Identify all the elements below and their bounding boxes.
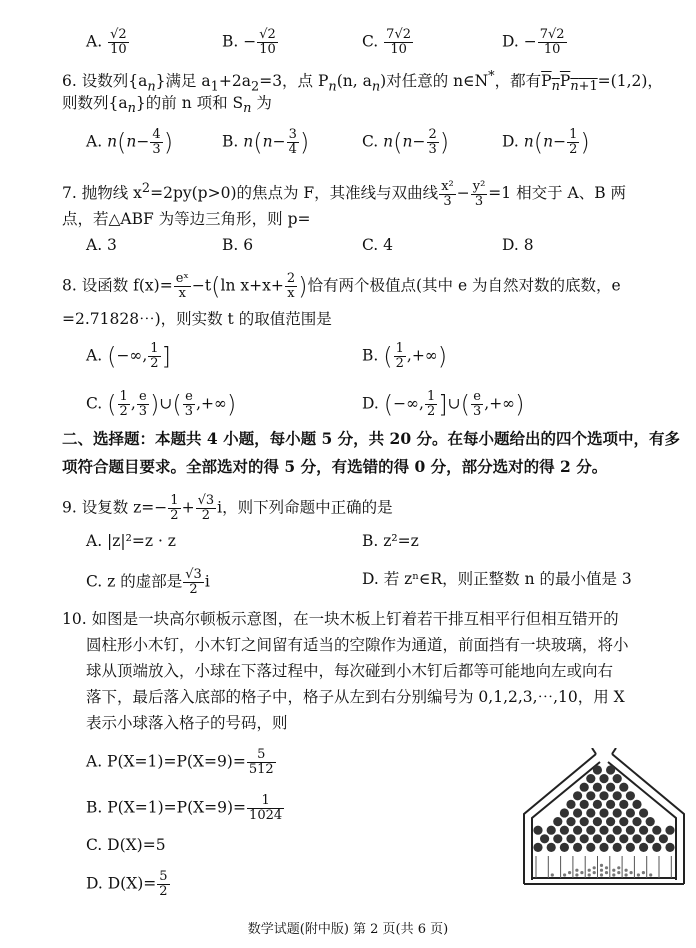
peg <box>619 800 628 809</box>
peg <box>586 843 595 852</box>
peg <box>613 774 622 783</box>
galton-board-illustration <box>522 748 686 886</box>
peg <box>619 783 628 792</box>
peg <box>580 817 589 826</box>
peg <box>580 783 589 792</box>
q10-option-d: D. D(X)= $\frac{5}{2}$ <box>86 869 168 899</box>
peg <box>599 808 608 817</box>
peg <box>632 817 641 826</box>
peg <box>646 834 655 843</box>
vector-pn-pn1: $P_nP_{n+1}$ <box>541 72 598 95</box>
peg <box>626 826 635 835</box>
q6-option-b: B. n(n− $\frac{3}{4}$ ) <box>222 127 310 157</box>
ball <box>568 871 571 874</box>
ball <box>593 871 596 874</box>
ball <box>580 871 583 874</box>
peg <box>593 800 602 809</box>
peg <box>626 808 635 817</box>
ball <box>649 873 652 876</box>
q9-stem: 9. 设复数 z=− $\frac{1}{2}$ + $\frac{√3}{2}$ i，则下列命题中正确的是 <box>62 493 393 523</box>
q8-option-c: C. ( $\frac{1}{2}$ , $\frac{e}{3}$ )∪( $\frac{e}{3}$ ,+∞) <box>86 389 237 419</box>
peg <box>533 826 542 835</box>
peg <box>573 791 582 800</box>
ball <box>625 869 628 872</box>
page-footer: 数学试题(附中版) 第 2 页(共 6 页) <box>247 922 449 937</box>
q9-option-a: A. |z|²=z · z <box>86 532 176 550</box>
peg <box>639 843 648 852</box>
peg <box>619 834 628 843</box>
peg <box>540 834 549 843</box>
ball <box>575 873 578 876</box>
peg <box>626 791 635 800</box>
peg <box>613 791 622 800</box>
peg <box>566 817 575 826</box>
peg <box>639 808 648 817</box>
ball <box>612 873 615 876</box>
ball <box>642 871 645 874</box>
q8-option-d: D. (−∞, $\frac{1}{2}$ ]∪( $\frac{e}{3}$ ,+∞) <box>362 389 525 419</box>
peg <box>533 843 542 852</box>
peg <box>652 843 661 852</box>
ball <box>600 869 603 872</box>
q5-option-b: B. − $\frac{√2}{10}$ <box>222 27 276 57</box>
q7-stem-line-2: 点，若△ABF 为等边三角形，则 p= <box>62 210 311 228</box>
ball <box>630 871 633 874</box>
ball <box>617 866 620 869</box>
q5-option-d: D. − $\frac{7√2}{10}$ <box>502 27 565 57</box>
q5-option-c: C. $\frac{7√2}{10}$ <box>362 27 411 57</box>
ball <box>588 869 591 872</box>
collected-balls <box>551 864 653 877</box>
q10-option-c: C. D(X)=5 <box>86 836 166 854</box>
q5-option-a: A. $\frac{√2}{10}$ <box>86 27 127 57</box>
peg <box>599 774 608 783</box>
section-2-heading-line-1: 二、选择题：本题共 4 小题，每小题 5 分，共 20 分。在每小题给出的四个选项中，有多 <box>62 429 681 448</box>
peg <box>580 834 589 843</box>
ball <box>612 869 615 872</box>
peg <box>606 765 615 774</box>
ball <box>551 873 554 876</box>
peg <box>599 843 608 852</box>
ball <box>605 866 608 869</box>
peg <box>606 800 615 809</box>
q10-stem-line-2: 圆柱形小木钉，小木钉之间留有适当的空隙作为通道，前面挡有一块玻璃，将小 <box>86 636 629 654</box>
peg <box>599 826 608 835</box>
peg <box>593 817 602 826</box>
ball <box>588 873 591 876</box>
q7-option-a: A. 3 <box>86 236 117 254</box>
q7-option-b: B. 6 <box>222 236 254 254</box>
peg <box>613 808 622 817</box>
q9-option-b: B. z²=z <box>362 532 419 550</box>
peg <box>573 826 582 835</box>
peg <box>665 843 674 852</box>
peg <box>646 817 655 826</box>
ball <box>593 866 596 869</box>
peg <box>586 808 595 817</box>
peg <box>599 791 608 800</box>
peg <box>586 826 595 835</box>
ball <box>600 873 603 876</box>
q10-stem-line-3: 球从顶端放入，小球在下落过程中，每次碰到小木钉后都等可能地向左或向右 <box>86 662 614 680</box>
peg <box>652 826 661 835</box>
q10-stem-line-4: 落下，最后落入底部的格子中，格子从左到右分别编号为 0,1,2,3,⋯,10，用 X <box>86 688 625 706</box>
peg <box>606 783 615 792</box>
q7-option-d: D. 8 <box>502 236 534 254</box>
ball <box>617 871 620 874</box>
ball <box>605 871 608 874</box>
q9-option-d: D. 若 zⁿ∈R，则正整数 n 的最小值是 3 <box>362 570 632 588</box>
peg <box>586 774 595 783</box>
q8-option-b: B. ( $\frac{1}{2}$ ,+∞) <box>362 341 448 371</box>
q10-stem-line-5: 表示小球落入格子的号码，则 <box>86 714 288 732</box>
ball <box>563 873 566 876</box>
ball <box>575 869 578 872</box>
peg <box>560 826 569 835</box>
peg <box>553 834 562 843</box>
peg <box>613 843 622 852</box>
q6-option-d: D. n(n− $\frac{1}{2}$ ) <box>502 127 590 157</box>
q9-option-c: C. z 的虚部是 $\frac{√3}{2}$ i <box>86 567 210 597</box>
peg <box>573 808 582 817</box>
q6-option-a: A. n(n− $\frac{4}{3}$ ) <box>86 127 174 157</box>
peg <box>560 808 569 817</box>
peg <box>586 791 595 800</box>
peg <box>659 834 668 843</box>
peg <box>619 817 628 826</box>
peg <box>560 843 569 852</box>
peg <box>553 817 562 826</box>
q8-option-a: A. (−∞, $\frac{1}{2}$ ] <box>86 341 171 371</box>
peg <box>606 834 615 843</box>
peg <box>593 765 602 774</box>
peg <box>665 826 674 835</box>
q7-stem-line-1: 7. 抛物线 $x^2=2py(p>0)$的焦点为 F，其准线与双曲线 $\frac{\text{x²}}{3}$ − $\frac{\text{y²}}{3}$ =1 相交于 A、B 两 <box>62 178 627 209</box>
peg <box>626 843 635 852</box>
peg <box>547 826 556 835</box>
peg <box>566 800 575 809</box>
peg <box>547 843 556 852</box>
peg <box>639 826 648 835</box>
q8-stem-line-2: =2.71828⋯)，则实数 t 的取值范围是 <box>62 310 332 328</box>
q10-stem-line-1: 10. 如图是一块高尔顿板示意图，在一块木板上钉着若干排互相平行但相互错开的 <box>62 610 619 628</box>
peg <box>566 834 575 843</box>
q10-option-b: B. P(X=1)=P(X=9)= $\frac{1}{1024}$ <box>86 793 283 823</box>
q6-option-c: C. n(n− $\frac{2}{3}$ ) <box>362 127 450 157</box>
peg <box>580 800 589 809</box>
ball <box>600 864 603 867</box>
q10-option-a: A. P(X=1)=P(X=9)= $\frac{5}{512}$ <box>86 747 274 777</box>
q7-option-c: C. 4 <box>362 236 394 254</box>
peg <box>613 826 622 835</box>
q6-stem-line-1: 6. 设数列$\{a_n\}$满足 $a_1+2a_2=3$，点 $P_n(n$, $a_n$)对任意的 n∈N*，都有$P_nP_{n+1}=(1,2)$， <box>62 69 663 95</box>
peg <box>593 834 602 843</box>
peg <box>573 843 582 852</box>
peg <box>593 783 602 792</box>
q8-stem-line-1: 8. 设函数 f(x)= $\frac{\text{eˣ}}{x}$ −t(ln x+x+ $\frac{2}{x}$ )恰有两个极值点(其中 e 为自然对数的底数，e <box>62 271 621 301</box>
ball <box>637 873 640 876</box>
section-2-heading-line-2: 项符合题目要求。全部选对的得 5 分，有选错的得 0 分，部分选对的得 2 分。 <box>62 457 608 476</box>
peg-grid <box>533 765 674 852</box>
peg <box>606 817 615 826</box>
ball <box>625 873 628 876</box>
peg <box>632 834 641 843</box>
peg <box>632 800 641 809</box>
q6-stem-line-2: 则数列$\{a_n\}$的前 n 项和 $S_n$ 为 <box>62 94 272 117</box>
